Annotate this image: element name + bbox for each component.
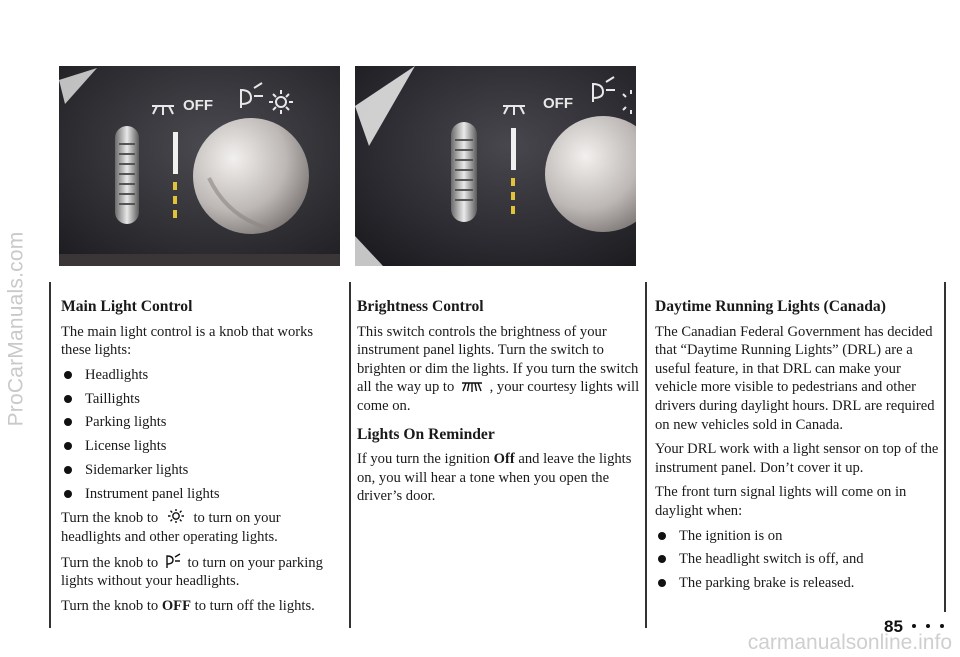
list-item: The ignition is on — [655, 527, 945, 546]
off-label: Off — [493, 451, 515, 468]
paragraph — [61, 553, 329, 591]
main-light-control-photo — [59, 66, 340, 266]
text: to turn off the lights. — [194, 597, 315, 614]
parking-light-icon — [164, 553, 182, 569]
light-list — [61, 366, 329, 504]
light-knob — [193, 118, 309, 234]
main-light-control-section — [61, 298, 329, 621]
text: Turn the knob to — [61, 597, 159, 614]
off-label: OFF — [543, 95, 573, 112]
paragraph: The main light control is a knob that works these lights: — [61, 323, 314, 359]
brightness-control-photo — [355, 66, 636, 266]
paragraph — [61, 597, 329, 616]
list-item: License lights — [61, 437, 329, 456]
column-rule — [645, 282, 647, 628]
list-item: Parking lights — [61, 413, 329, 432]
headlight-sun-icon — [164, 508, 188, 524]
section-heading: Brightness Control — [357, 298, 484, 315]
text: Turn the knob to — [61, 554, 159, 571]
list-item: Instrument panel lights — [61, 485, 329, 504]
text: , your courtesy lights will come on. — [357, 379, 640, 414]
paragraph: The front turn signal lights will come on in daylight when: — [655, 484, 907, 519]
list-item: Headlights — [61, 366, 329, 385]
list-item: Taillights — [61, 390, 329, 409]
paragraph — [61, 508, 329, 546]
page-number: 85 — [884, 617, 903, 636]
paragraph — [357, 323, 641, 416]
paragraph: The Canadian Federal Government has decided that “Daytime Running Lights” (DRL) are a useful feature, in that DRL can make your vehicle more visible to pedestrians and other drivers during daylight hours. DRL are required on new vehicles sold in Canada. — [655, 323, 935, 433]
brightness-control-section — [357, 298, 641, 512]
side-watermark — [4, 0, 28, 657]
brightness-thumbwheel[interactable] — [451, 122, 477, 222]
section-heading: Daytime Running Lights (Canada) — [655, 298, 886, 315]
paragraph — [357, 450, 641, 506]
column-rule — [349, 282, 351, 628]
text: If you turn the ignition — [357, 451, 490, 468]
column-rule — [49, 282, 51, 628]
bottom-watermark: carmanualsonline.info — [747, 631, 952, 654]
text: Turn the knob to — [61, 510, 159, 527]
section-heading: Lights On Reminder — [357, 425, 495, 443]
list-item: Sidemarker lights — [61, 461, 329, 480]
off-label: OFF — [161, 597, 192, 614]
off-label: OFF — [183, 97, 213, 114]
daytime-running-lights-section — [655, 298, 945, 598]
side-watermark-text: ProCarManuals.com — [4, 231, 27, 426]
section-heading: Main Light Control — [61, 298, 193, 315]
text: to turn on your headlights and other operating lights. — [61, 510, 281, 546]
list-item: The parking brake is released. — [655, 574, 945, 593]
condition-list — [655, 527, 945, 593]
page-dots — [912, 624, 956, 628]
courtesy-light-icon — [460, 379, 484, 393]
text: and leave the lights on, you will hear a tone when you open the driver’s door. — [357, 451, 632, 505]
text: to turn on your parking lights without your headlights. — [61, 554, 323, 590]
paragraph: Your DRL work with a light sensor on top of the instrument panel. Don’t cover it up. — [655, 441, 939, 476]
text: This switch controls the brightness of your instrument panel lights. Turn the switch to brighten or dim the lights. If you turn the switch all the way up to — [357, 323, 639, 396]
list-item: The headlight switch is off, and — [655, 550, 945, 569]
